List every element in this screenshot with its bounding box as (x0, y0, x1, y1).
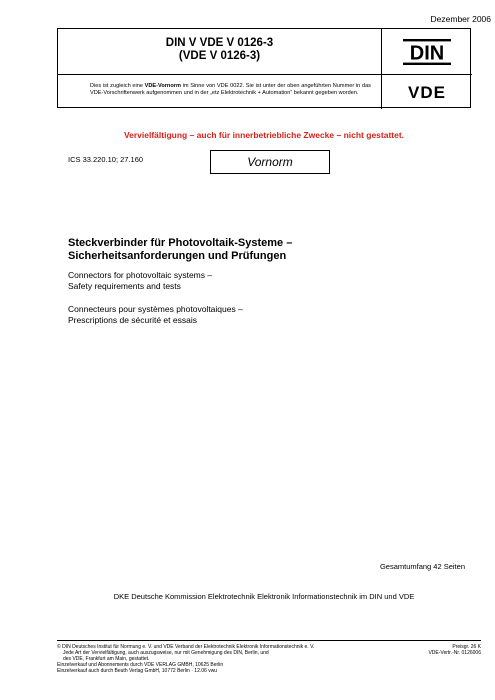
din-logo-text: DIN (409, 42, 445, 64)
din-logo-icon (402, 38, 452, 66)
ics-code: ICS 33.220.10; 27.160 (68, 155, 144, 164)
document-number-vde: (VDE V 0126-3) (178, 50, 261, 62)
price-group: Preisgr. 26 K (452, 644, 481, 650)
vde-notice-pre: Dies ist zugleich eine (90, 83, 145, 89)
footer-copyright (57, 644, 387, 674)
vde-logo-text: VDE (408, 83, 446, 101)
vde-logo (382, 75, 472, 109)
publication-date: Dezember 2006 (430, 14, 491, 24)
reproduction-notice: Vervielfältigung – auch für innerbetriebliche Zwecke – nicht gestattet. (123, 130, 405, 140)
title-german-line2: Sicherheitsanforderungen und Prüfungen (68, 250, 287, 262)
dke-line: DKE Deutsche Kommission Elektrotechnik Elektronik Informationstechnik im DIN und VDE (113, 592, 415, 601)
title-french-line2: Prescriptions de sécurité et essais (68, 314, 197, 325)
footer-line4: Einzelverkauf und Abonnements durch VDE VERLAG GMBH, 10625 Berlin (57, 662, 224, 668)
total-pages: Gesamtumfang 42 Seiten (379, 562, 465, 571)
vde-number: VDE-Vertr.-Nr. 0126006 (428, 650, 481, 656)
title-french (68, 304, 448, 325)
header-box (57, 28, 471, 108)
vde-notice (58, 75, 382, 109)
title-french-line1: Connecteurs pour systèmes photovoltaiques – (68, 304, 243, 314)
document-number-din: DIN V VDE V 0126-3 (165, 37, 274, 49)
footer-line1: © DIN Deutsches Institut für Normung e. V. und VDE Verband der Elektrotechnik Elektronik Informationstechnik e. V. (57, 644, 315, 650)
footer-line2: Jede Art der Vervielfältigung, auch auszugsweise, nur mit Genehmigung des DIN, Berlin, und (63, 650, 269, 656)
footer-pricing (428, 644, 481, 656)
footer-divider (57, 640, 481, 641)
document-number (58, 29, 382, 75)
vornorm-label: Vornorm (210, 150, 330, 174)
vde-logo-icon (398, 83, 456, 101)
din-logo (382, 29, 472, 75)
footer-line3: des VDE, Frankfurt am Main, gestattet. (63, 656, 150, 662)
title-english-line2: Safety requirements and tests (68, 280, 181, 291)
title-german-line1: Steckverbinder für Photovoltaik-Systeme – (68, 237, 293, 249)
vde-notice-bold: VDE-Vornorm (144, 83, 181, 89)
title-english (68, 270, 448, 291)
footer-line5: Einzelverkauf auch durch Beuth Verlag GmbH, 10772 Berlin · 12.06 vwu (57, 668, 218, 674)
title-english-line1: Connectors for photovoltaic systems – (68, 270, 213, 280)
vde-notice-post: im Sinne von VDE 0022. Sie ist unter der oben angeführten Nummer in das VDE-Vorschriftenwerk aufgenommen und in der „etz Elektrotechnik + Automation“ bekannt gegeben worden. (90, 83, 371, 96)
title-german (68, 237, 448, 263)
